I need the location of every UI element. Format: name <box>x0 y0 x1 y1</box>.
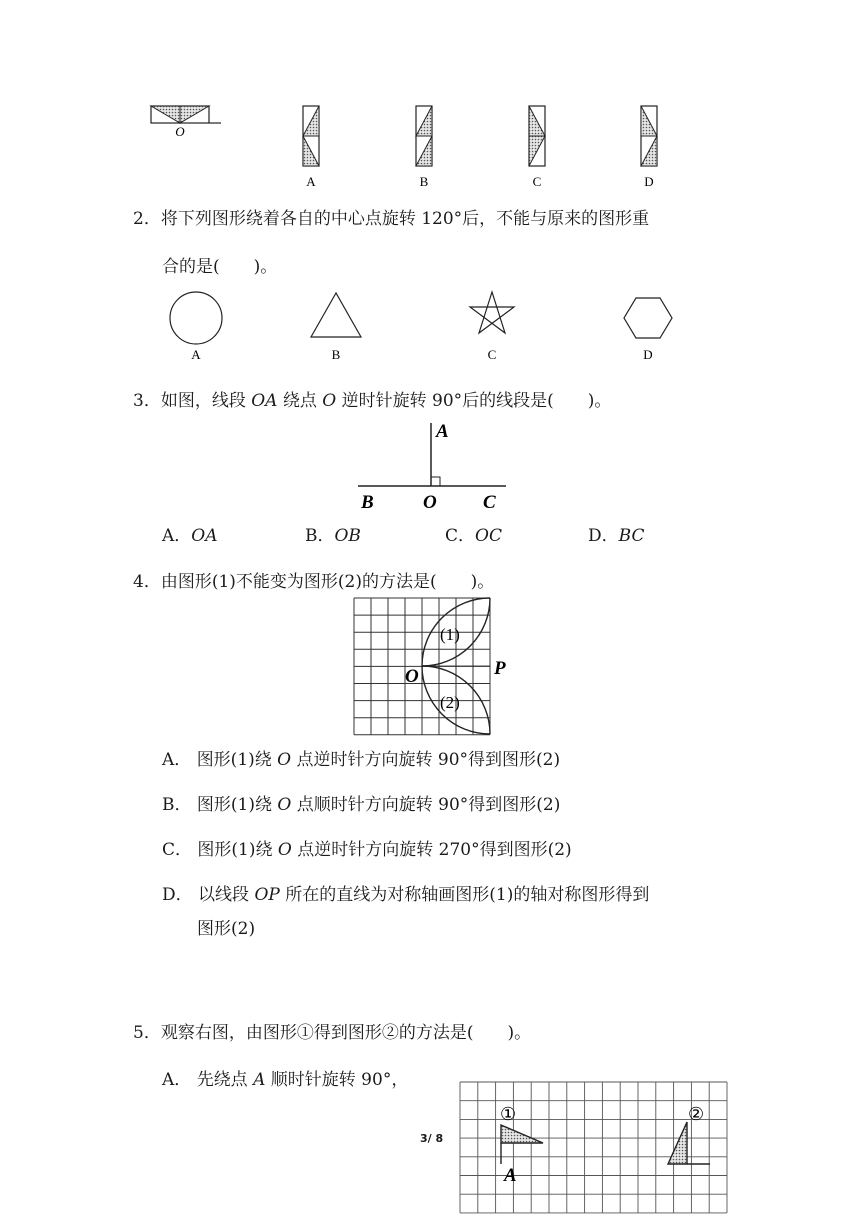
option-c-shape <box>529 106 545 166</box>
option-letter: A． <box>162 1070 192 1090</box>
q2-option-a-label: A <box>191 347 201 362</box>
label-o: O <box>423 492 437 513</box>
question2-number: 2． <box>133 209 161 229</box>
shape1-triangle <box>501 1125 543 1143</box>
label-b: B <box>361 492 374 513</box>
question5-figure <box>0 1080 860 1217</box>
option-b-shape <box>416 106 432 166</box>
question4-body: 由图形(1)不能变为图形(2)的方法是( )。 <box>160 572 495 592</box>
label-c: C <box>483 492 496 513</box>
option-text: 点逆时针方向旋转 90°得到图形(2) <box>291 750 561 770</box>
page-number: 3/ 8 <box>420 1132 444 1145</box>
point-label: O <box>322 391 337 411</box>
option-value: OC <box>475 526 502 546</box>
label-a: A <box>436 421 449 442</box>
option-italic: O <box>277 795 292 815</box>
shape1-label: (1) <box>440 625 460 644</box>
q3-option-c[interactable] <box>445 523 502 549</box>
question2-text: 将下列图形绕着各自的中心点旋转 120°后，不能与原来的图形重 <box>160 209 650 229</box>
segment-label: OA <box>251 391 278 411</box>
option-text: 点顺时针方向旋转 90°得到图形(2) <box>291 795 561 815</box>
question2-line1 <box>133 206 649 232</box>
q4-option-c[interactable] <box>162 837 572 863</box>
option-letter: A． <box>162 750 192 770</box>
question4-number: 4． <box>133 572 161 592</box>
shape2-triangle <box>668 1122 687 1164</box>
option-letter: A． <box>162 526 192 546</box>
shape1-label: ① <box>500 1104 517 1125</box>
star-shape <box>470 292 514 333</box>
label-o: O <box>405 666 419 687</box>
option-text: 所在的直线为对称轴画图形(1)的轴对称图形得到 <box>279 885 650 905</box>
q4-option-d-line2: 图形(2) <box>197 919 256 939</box>
q3-option-a[interactable] <box>162 523 218 549</box>
question1-figure <box>0 0 860 200</box>
option-text: 顺时针旋转 90°， <box>265 1070 409 1090</box>
q2-option-c-label: C <box>487 347 497 362</box>
label-p: P <box>494 658 506 679</box>
option-letter: D． <box>162 885 193 905</box>
option-d-label: D <box>644 174 654 189</box>
option-value: OB <box>334 526 361 546</box>
hexagon-shape <box>624 298 672 338</box>
right-angle-mark <box>431 477 440 486</box>
option-letter: C． <box>162 840 193 860</box>
option-text: 图形(1)绕 <box>196 795 278 815</box>
question4-text <box>133 569 494 595</box>
option-value: BC <box>618 526 645 546</box>
option-c-label: C <box>532 174 542 189</box>
q4-option-a[interactable] <box>162 747 560 773</box>
question3-text-b: 绕点 <box>277 391 323 411</box>
option-letter: B． <box>305 526 335 546</box>
option-letter: D． <box>588 526 619 546</box>
option-text: 以线段 <box>198 885 255 905</box>
option-text: 图形(1)绕 <box>196 750 278 770</box>
option-b-label: B <box>419 174 429 189</box>
question3-text <box>133 388 611 414</box>
option-value: OA <box>191 526 218 546</box>
question2-line2: 合的是( )。 <box>162 257 278 277</box>
option-text: 先绕点 <box>196 1070 254 1090</box>
option-text: 点逆时针方向旋转 270°得到图形(2) <box>291 840 572 860</box>
question5-text <box>133 1020 531 1046</box>
original-shape <box>151 106 221 123</box>
option-a-shape <box>303 106 319 166</box>
option-italic: O <box>277 840 292 860</box>
option-italic: A <box>253 1070 266 1090</box>
shape2-label: (2) <box>440 693 460 712</box>
question4-figure <box>0 596 860 746</box>
label-a: A <box>504 1165 517 1186</box>
q3-option-d[interactable] <box>588 523 644 549</box>
triangle-shape <box>311 293 361 337</box>
question2-figure <box>0 285 860 365</box>
option-italic: OP <box>254 885 280 905</box>
question5-body: 观察右图，由图形①得到图形②的方法是( )。 <box>160 1023 532 1043</box>
origin-label: O <box>175 124 185 139</box>
question5-number: 5． <box>133 1023 161 1043</box>
question3-figure <box>0 415 860 515</box>
option-letter: C． <box>445 526 476 546</box>
q3-option-b[interactable] <box>305 523 361 549</box>
option-text: 图形(1)绕 <box>197 840 278 860</box>
q4-option-b[interactable] <box>162 792 560 818</box>
q2-option-b-label: B <box>331 347 341 362</box>
option-letter: B． <box>162 795 192 815</box>
question3-number: 3． <box>133 391 161 411</box>
option-d-shape <box>641 106 657 166</box>
question3-text-a: 如图，线段 <box>160 391 252 411</box>
circle-shape <box>170 292 222 344</box>
option-italic: O <box>277 750 292 770</box>
shape2-label: ② <box>688 1104 705 1125</box>
option-a-label: A <box>306 174 316 189</box>
question3-text-c: 逆时针旋转 90°后的线段是( )。 <box>336 391 612 411</box>
q4-option-d[interactable] <box>162 882 649 908</box>
q2-option-d-label: D <box>643 347 653 362</box>
